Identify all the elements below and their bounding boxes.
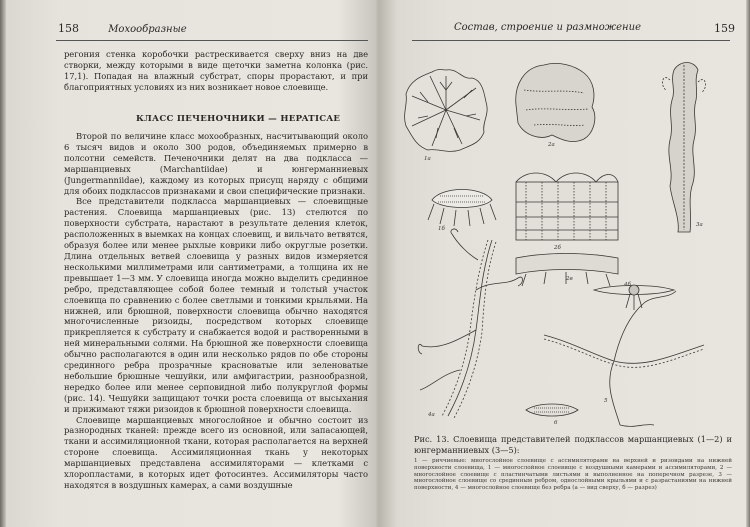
fig-label-1a: 1а	[424, 156, 431, 162]
left-body-text	[64, 131, 368, 491]
paragraph-1: Второй по величине класс мохообразных, насчитывающий около 6 тысяч видов и около 300 родов, объединяемых примерно в полсотни семейств. Печеночники делят на два подкласса — маршанциевых (Marchantiidae) и юнгерманниевых (Jungermanniidae), каждому из которых присущ наряду с общими для обоих подклассов признаками и свои специфические признаки.	[64, 131, 368, 196]
left-page-number: 158	[58, 22, 79, 35]
figure-4b-section	[594, 285, 674, 310]
figure-1b-scale	[428, 190, 496, 227]
fig-label-5: 5	[604, 398, 608, 404]
left-page-edge	[0, 0, 6, 527]
figure-6-lens	[526, 404, 578, 416]
fig-label-1b: 1б	[438, 226, 445, 232]
fig-label-2b: 2б	[554, 245, 561, 251]
left-running-head: Мохообразные	[108, 24, 187, 35]
section-title: КЛАСС ПЕЧЕНОЧНИКИ — HEPATICAE	[136, 114, 341, 124]
right-page-number: 159	[714, 22, 735, 35]
fig-label-3a: 3а	[696, 222, 703, 228]
figure-legend: 1 — риччиевые: многослойное слоевище с ассимиляторами на верхней и ризоидами на нижней поверхности слоевища, 1 — многослойное слоевище с воздушными камерами и ассимиляторами, 2 — многослойное слоевище с пластинчатыми листьями и выполненное на поперечном разрезе, 3 — многослойное слоевище со срединным ребром, однослойными крыльями и с разрастаниями на нижней поверхности, 4 — многослойное слоевище без ребра (а — вид сверху, б — разрез)	[414, 458, 732, 492]
fig-label-2a: 2а	[548, 142, 555, 148]
right-running-head: Состав, строение и размножение	[454, 22, 642, 33]
right-page	[384, 0, 746, 527]
paragraph-2: Все представители подкласса маршанциевых — слоевищные растения. Слоевища маршанциевых (рис. 13) стелются по поверхности субстрата, нарастают в результате деления клеток, расположенных в выемках на концах слоевищ, и вильчато ветвятся, образуя более или менее рыхлые коврики либо округлые розетки. Длина отдельных ветвей слоевища у разных видов измеряется несколькими миллиметрами или сантиметрами, а толщина их не превышает 1—3 мм. У слоевища иногда можно выделить срединное ребро, представляющее собой более темный и толстый участок слоевища по сравнению с более светлыми и тонкими крыльями. На нижней, или брюшной, поверхности слоевища обычно находятся многочисленные ризоиды, посредством которых слоевище прикрепляется к субстрату и снабжается водой и растворенными в ней минеральными солями. На брюшной же поверхности слоевища обычно располагаются в один или несколько рядов по обе стороны срединного ребра прозрачные красноватые или зеленоватые небольшие брюшные чешуйки, или амфигастрии, разнообразной, нередко более или менее серповидной либо полукруглой формы (рис. 14). Чешуйки защищают точки роста слоевища от высыхания и прижимают тяжи ризоидов к брюшной поверхности слоевища.	[64, 196, 368, 414]
intro-paragraph: регония стенка коробочки растрескивается сверху вниз на две створки, между которыми в виде щеточки заметна колонка (рис. 17,1). Попадая на влажный субстрат, споры прорастают, и при благоприятных условиях из них возникает новое слоевище.	[64, 49, 368, 92]
left-page	[8, 0, 374, 527]
figure-1a-rosette	[405, 70, 488, 152]
paragraph-3: Слоевище маршанциевых многослойное и обычно состоит из разнородных тканей: прежде всего из основной, или запасающей, ткани и ассимиляционной ткани, которая располагается на верхней стороне слоевища. Ассимиляционная ткань у некоторых маршанциевых представлена ассимиляторами — клетками с хлоропластами, в которых идет фотосинтез. Ассимиляторы часто находятся в воздушных камерах, а сами воздушные	[64, 414, 368, 490]
figure-caption: Рис. 13. Слоевища представителей подклассов маршанциевых (1—2) и юнгерманниевых (3—5):	[414, 434, 732, 455]
left-intro-text	[64, 49, 368, 93]
figure-4a-branched	[418, 229, 522, 418]
fig-label-4a: 4а	[428, 412, 435, 418]
figure-2a-thallus	[516, 63, 595, 141]
fig-label-6: 6	[554, 420, 558, 426]
right-page-edge	[746, 0, 750, 527]
left-page-header	[58, 22, 187, 35]
fig-label-2v: 2в	[566, 276, 573, 282]
fig-label-4b: 4б	[624, 282, 631, 288]
figure-3a-ribbon	[663, 63, 706, 233]
figure-2b-section	[516, 173, 618, 240]
left-header-rule	[56, 40, 368, 41]
